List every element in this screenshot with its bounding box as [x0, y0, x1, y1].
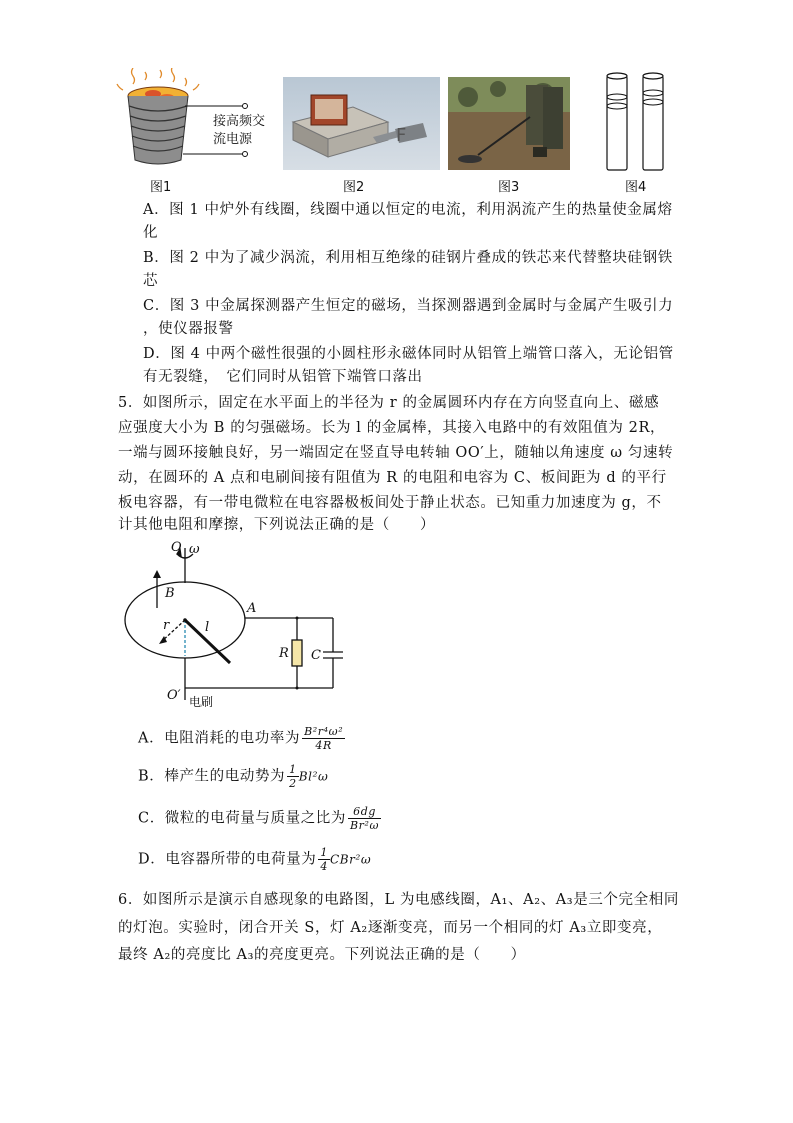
q5-option-c-fraction	[348, 805, 381, 832]
q5-option-b-fraction	[287, 763, 299, 790]
q5-stem-line2: 应强度大小为 B 的匀强磁场。长为 l 的金属棒，其接入电路中的有效阻值为 2R，	[118, 420, 666, 436]
q4-option-b-line1: B．图 2 中为了减少涡流，利用相互绝缘的硅钢片叠成的铁芯来代替整块硅钢铁	[143, 250, 673, 266]
q5-option-c-text: C．微粒的电荷量与质量之比为	[138, 810, 346, 827]
q6-stem-line2: 的灯泡。实验时，闭合开关 S，灯 A₂逐渐变亮，而另一个相同的灯 A₃立即变亮，	[118, 920, 663, 936]
q5-option-b-expression: Bl²ω	[298, 769, 329, 784]
q5-option-a	[138, 725, 345, 752]
svg-text:F: F	[396, 125, 407, 146]
q6-stem-line3: 最终 A₂的亮度比 A₃的亮度更亮。下列说法正确的是（ ）	[118, 947, 526, 963]
fig1-power-label-line2: 流电源	[213, 132, 253, 147]
rotating-rod-circuit-svg	[115, 538, 375, 713]
figure-2-silicon-steel-core-photo	[283, 77, 440, 170]
q5-option-b-denominator: 2	[289, 777, 297, 790]
q5-stem-line5: 板电容器，有一带电微粒在电容器极板间处于静止状态。已知重力加速度为 g，不	[118, 495, 662, 511]
q4-option-d-line2: 有无裂缝， 它们同时从铝管下端管口落出	[143, 369, 423, 385]
label-B: B	[165, 586, 175, 601]
q5-option-b-numerator: 1	[289, 763, 297, 776]
fig1-power-label-line1: 接高频交	[213, 114, 266, 129]
label-A: A	[247, 601, 257, 616]
label-l: l	[205, 620, 210, 635]
q5-option-a-fraction	[302, 725, 345, 752]
fig4-caption: 图4	[625, 180, 647, 195]
figure-3-metal-detector-photo	[448, 77, 570, 170]
q5-option-b	[138, 763, 328, 790]
q4-option-a-line2: 化	[143, 225, 159, 241]
q5-option-d-expression: CBr²ω	[329, 852, 372, 867]
q5-stem-line4: 动，在圆环的 A 点和电刷间接有阻值为 R 的电阻和电容为 C、板间距为 d 的平行	[118, 470, 667, 486]
q4-option-d-line1: D．图 4 中两个磁性很强的小圆柱形永磁体同时从铝管上端管口落入，无论铝管	[143, 346, 674, 362]
q5-stem-line1: 5．如图所示，固定在水平面上的半径为 r 的金属圆环内存在方向竖直向上、磁感	[118, 395, 660, 411]
fig1-caption: 图1	[150, 180, 172, 195]
label-omega: ω	[189, 542, 200, 557]
q5-stem-line6: 计其他电阻和摩擦，下列说法正确的是（ ）	[118, 517, 436, 533]
q5-option-d	[138, 846, 371, 873]
label-R: R	[279, 646, 289, 661]
q4-option-b-line2: 芯	[143, 273, 159, 289]
fig3-caption: 图3	[498, 180, 520, 195]
label-O: O	[171, 540, 182, 555]
q5-option-a-numerator: B²r⁴ω²	[304, 725, 344, 738]
label-r: r	[163, 618, 170, 633]
figure-4-aluminum-tubes	[600, 70, 670, 175]
q5-option-b-text: B．棒产生的电动势为	[138, 768, 286, 785]
q5-option-c-numerator: 6dg	[348, 805, 381, 819]
label-O-prime: O′	[167, 688, 181, 703]
fig2-caption: 图2	[343, 180, 365, 195]
q5-option-d-text: D．电容器所带的电荷量为	[138, 851, 317, 868]
figure-1	[115, 68, 275, 173]
q4-option-a-line1: A．图 1 中炉外有线圈，线圈中通以恒定的电流，利用涡流产生的热量使金属熔	[143, 202, 673, 218]
q5-option-d-denominator: 4	[320, 860, 328, 873]
q5-circuit-diagram	[115, 538, 375, 713]
q5-option-c	[138, 805, 381, 832]
q4-option-c-line1: C．图 3 中金属探测器产生恒定的磁场，当探测器遇到金属时与金属产生吸引力	[143, 298, 674, 314]
q4-option-c-line2: ，使仪器报警	[143, 321, 234, 337]
label-C: C	[311, 648, 321, 663]
q6-stem-line1: 6．如图所示是演示自感现象的电路图，L 为电感线圈，A₁、A₂、A₃是三个完全相同	[118, 892, 679, 908]
q5-stem-line3: 一端与圆环接触良好，另一端固定在竖直导电转轴 OO′上，随轴以角速度 ω 匀速转	[118, 445, 674, 461]
q5-option-a-text: A．电阻消耗的电功率为	[138, 730, 301, 747]
q5-option-d-numerator: 1	[320, 846, 328, 859]
q5-option-d-fraction	[318, 846, 330, 873]
q5-option-c-denominator: Br²ω	[350, 819, 380, 832]
label-brush: 电刷	[189, 695, 214, 709]
q5-option-a-denominator: 4R	[315, 739, 332, 752]
